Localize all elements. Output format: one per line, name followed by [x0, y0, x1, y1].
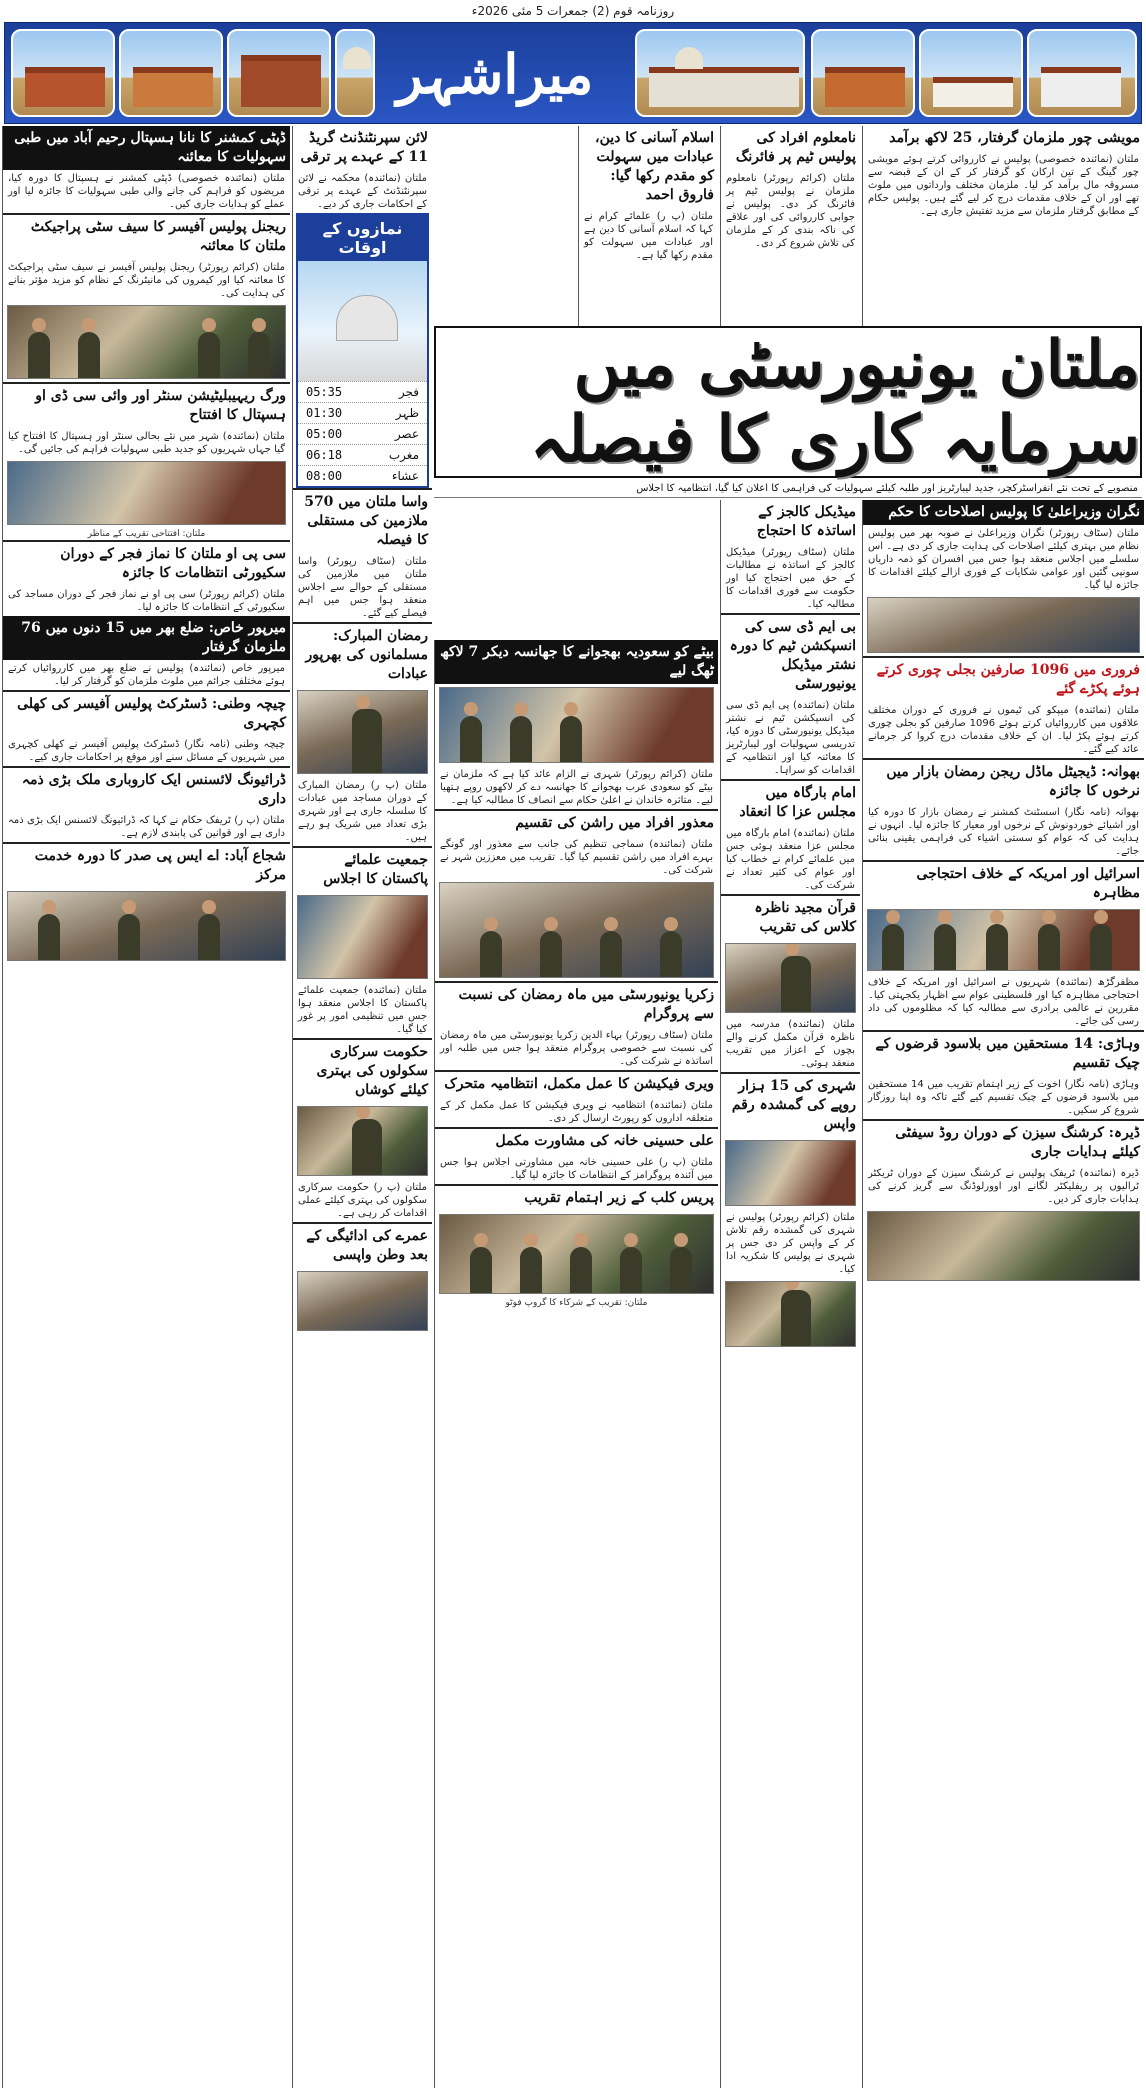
article-col3-3-body: ملتان (نمائندہ) سماجی تنظیم کی جانب سے معذور اور گونگے بہرے افراد میں راشن تقسیم کیا گیا۔ تقریب میں معززین شہر نے شرکت کی۔ [440, 839, 713, 876]
prayer-name: ظہر [395, 406, 419, 420]
masthead-photo-fort-2 [811, 29, 915, 117]
headline-col2-4: امام بارگاہ میں مجلس عزا کا انعقاد [721, 779, 860, 825]
article-col4-1-body: ملتان (نمائندہ) محکمہ نے لائن سپرنٹنڈنٹ کے عہدے پر ترقی کے احکامات جاری کر دیے۔ [298, 173, 427, 210]
article-col1-2-body: ملتان (سٹاف رپورٹر) نگران وزیراعلیٰ نے صوبہ بھر میں پولیس نظام میں بہتری کیلئے اصلاحات کی ہدایت جاری کر دی ہے۔ اس سلسلے میں اجلاس منعقد ہوا جس میں افسران کو ذمہ داریاں سونپی گئیں اور عوامی شکایات کے فوری ازالے کیلئے اقدامات کا جائزہ لیا گیا۔ [868, 528, 1139, 591]
article-col1-5-body: مظفرگڑھ (نمائندہ) شہریوں نے اسرائیل اور امریکہ کے خلاف احتجاجی مظاہرہ کیا اور فلسطینی عوام سے اظہار یکجہتی کیا۔ مقررین نے عالمی برادری سے مطالبہ کیا کہ مظلوموں کی داد رسی کی جائے۔ [868, 977, 1139, 1027]
photo-asp-visit [7, 891, 286, 961]
banner-headline: ملتان یونیورسٹی میں سرمایہ کاری کا فیصلہ [530, 327, 1140, 477]
prayer-mosque-image [298, 261, 427, 381]
headline-col5-8: شجاع آباد: اے ایس پی صدر کا دورہ خدمت مرکز [3, 842, 290, 888]
dateline: روزنامہ قوم (2) جمعرات 5 مئی 2026ء [471, 4, 675, 18]
prayer-row-maghrib [298, 444, 427, 465]
headline-col3-6: علی حسینی خانہ کی مشاورت مکمل [435, 1127, 718, 1154]
banner-strap: منصوبے کے تحت نئے انفراسٹرکچر، جدید لیبارٹریز اور طلبہ کیلئے سہولیات کی فراہمی کا اعلان کیا گیا، انتظامیہ کا اجلاس [434, 480, 1142, 498]
article-col2-6-body: ملتان (کرائم رپورٹر) پولیس نے شہری کی گمشدہ رقم تلاش کر کے واپس کر دی جس پر شہری نے پولیس کا شکریہ ادا کیا۔ [726, 1212, 855, 1275]
prayer-row-isha [298, 465, 427, 486]
prayer-time: 06:18 [306, 448, 343, 462]
headline-col3-7: پریس کلب کے زیر اہتمام تقریب [435, 1184, 718, 1211]
headline-col3-5: ویری فیکیشن کا عمل مکمل، انتظامیہ متحرک [435, 1070, 718, 1097]
masthead-title: میراشہر [396, 42, 594, 106]
article-col3-2-body: ملتان (کرائم رپورٹر) شہری نے الزام عائد کیا ہے کہ ملزمان نے بیٹے کو سعودی عرب بھجوانے کا جھانسہ دے کر لاکھوں روپے ہتھیا لیے۔ متاثرہ خاندان نے اعلیٰ حکام سے انصاف کا مطالبہ کیا ہے۔ [440, 769, 713, 806]
headline-col4-4: جمعیت علمائے پاکستان کا اجلاس [293, 846, 432, 892]
prayer-times-title: نمازوں کے اوقات [298, 215, 427, 261]
headline-col5-2: ریجنل پولیس آفیسر کا سیف سٹی پراجیکٹ ملتان کا معائنہ [3, 213, 290, 259]
article-col3-4-body: ملتان (سٹاف رپورٹر) بہاء الدین زکریا یونیورسٹی میں ماہ رمضان کی نسبت سے خصوصی پروگرام منعقد ہوا جس میں طلبہ اور اساتذہ نے شرکت کی۔ [440, 1030, 713, 1067]
article-col2-5-body: ملتان (نمائندہ) مدرسہ میں ناظرہ قرآن مکمل کرنے والے بچوں کے اعزاز میں تقریب منعقد ہوئی۔ [726, 1019, 855, 1069]
photo-caption-press-club: ملتان: تقریب کے شرکاء کا گروپ فوٹو [505, 1298, 648, 1308]
masthead-photo-shrine [635, 29, 805, 117]
article-col5-2-body: ملتان (کرائم رپورٹر) ریجنل پولیس آفیسر نے سیف سٹی پراجیکٹ کا معائنہ کیا اور کیمروں کی مانیٹرنگ کے نظام کو مزید مؤثر بنانے کی ہدایت کی۔ [8, 262, 285, 299]
article-col4-3-body: ملتان (پ ر) رمضان المبارک کے دوران مساجد میں عبادات کا سلسلہ جاری ہے اور شہری بڑی تعداد میں شریک ہو رہے ہیں۔ [298, 780, 427, 843]
column-5 [2, 126, 290, 2088]
prayer-time: 05:00 [306, 427, 343, 441]
article-col1-6-body: وہاڑی (نامہ نگار) اخوت کے زیر اہتمام تقریب میں 14 مستحقین میں بلاسود قرضوں کے چیک تقسیم کیے گئے تاکہ وہ اپنا روزگار شروع کر سکیں۔ [868, 1079, 1139, 1116]
masthead-photo-building [11, 29, 115, 117]
column-3 [434, 640, 718, 2088]
headline-col5-3: ورگ ریہیبلیٹیشن سنٹر اور وائی سی ڈی او ہسپتال کا افتتاح [3, 382, 290, 428]
headline-col4-6: عمرے کی ادائیگی کے بعد وطن واپسی [293, 1222, 432, 1268]
headline-col4-3: رمضان المبارک: مسلمانوں کی بھرپور عبادات [293, 622, 432, 687]
masthead-photo-gate [1027, 29, 1137, 117]
headline-col2-6: شہری کی 15 ہزار روپے کی گمشدہ رقم واپس [721, 1072, 860, 1137]
photo-police-help [725, 1140, 856, 1206]
photo-portrait-scholar [725, 1281, 856, 1347]
article-col5-5-body: میرپور خاص (نمائندہ) پولیس نے ضلع بھر میں کارروائیاں کرتے ہوئے مختلف جرائم میں ملوث ملزمان کو گرفتار کر لیا۔ [8, 663, 285, 687]
photo-meeting [297, 895, 428, 979]
column-1 [862, 500, 1144, 2088]
headline-col1-5: اسرائیل اور امریکہ کے خلاف احتجاجی مظاہرہ [863, 860, 1144, 906]
headline-col5-5: میرپور خاص: ضلع بھر میں 15 دنوں میں 76 ملزمان گرفتار [3, 616, 290, 660]
masthead [4, 22, 1142, 124]
photo-ration-distribution [439, 882, 714, 978]
headline-col1-2: نگران وزیراعلیٰ کا پولیس اصلاحات کا حکم [863, 500, 1144, 525]
headline-col1-4: بھوانہ: ڈیجیٹل ماڈل ریجن رمضان بازار میں نرخوں کا جائزہ [863, 758, 1144, 804]
headline-col1-6: وہاڑی: 14 مستحقین میں بلاسود قرضوں کے چیک تقسیم [863, 1030, 1144, 1076]
photo-officials-row [867, 597, 1140, 653]
prayer-time: 01:30 [306, 406, 343, 420]
article-col2-2-body: ملتان (سٹاف رپورٹر) میڈیکل کالجز کے اساتذہ نے مطالبات کے حق میں احتجاج کیا اور حکومت سے فوری اقدامات کا مطالبہ کیا۔ [726, 547, 855, 610]
photo-portrait-cleric [297, 690, 428, 774]
column-2-top [720, 126, 860, 326]
masthead-photo-tower [227, 29, 331, 117]
headline-col1-1: مویشی چور ملزمان گرفتار، 25 لاکھ برآمد [889, 130, 1140, 146]
masthead-photo-palace [919, 29, 1023, 117]
photo-caption-inauguration: ملتان: افتتاحی تقریب کے مناظر [87, 529, 206, 539]
headline-col1-3: فروری میں 1096 صارفین بجلی چوری کرتے ہوئے پکڑے گئے [863, 656, 1144, 702]
headline-col3-3: معذور افراد میں راشن کی تقسیم [435, 809, 718, 836]
prayer-name: عصر [394, 427, 419, 441]
article-col1-4-body: بھوانہ (نامہ نگار) اسسٹنٹ کمشنر نے رمضان بازار کا دورہ کیا اور اشیائے خوردونوش کے نرخوں اور معیار کا جائزہ لیا۔ انہوں نے ہدایت کی کہ عوام کو سستی اشیاء کی فراہمی یقینی بنائی جائے۔ [868, 807, 1139, 857]
article-col5-1-body: ملتان (نمائندہ خصوصی) ڈپٹی کمشنر نے ہسپتال کا دورہ کیا، مریضوں کو فراہم کی جانے والی طبی سہولیات کا جائزہ لیا اور عملے کو ہدایات جاری کیں۔ [8, 173, 285, 210]
headline-col3-4: زکریا یونیورسٹی میں ماہ رمضان کی نسبت سے پروگرام [435, 981, 718, 1027]
prayer-name: عشاء [391, 469, 419, 483]
headline-col2-2: میڈیکل کالجز کے اساتذہ کا احتجاج [756, 504, 856, 539]
headline-col3-1: اسلام آسانی کا دین، عبادات میں سہولت کو مقدم رکھا گیا: فاروق احمد [595, 130, 714, 203]
photo-portrait-official [297, 1106, 428, 1176]
headline-col2-1: نامعلوم افراد کی پولیس ٹیم پر فائرنگ [735, 130, 856, 165]
article-col5-3-body: ملتان (نمائندہ) شہر میں نئے بحالی سنٹر اور ہسپتال کا افتتاح کیا گیا جہاں شہریوں کو جدید طبی سہولیات فراہم کی جائیں گی۔ [8, 431, 285, 455]
photo-umrah-return [297, 1271, 428, 1331]
photo-traffic-awareness [867, 1211, 1140, 1281]
front-banner [434, 326, 1142, 478]
headline-col5-7: ڈرائیونگ لائسنس ایک کاروباری ملک بڑی ذمہ داری [3, 766, 290, 812]
prayer-name: فجر [398, 385, 419, 399]
article-col2-4-body: ملتان (نمائندہ) امام بارگاہ میں مجلس عزا منعقد ہوئی جس میں علمائے کرام نے خطاب کیا اور عوام کی کثیر تعداد نے شرکت کی۔ [726, 828, 855, 891]
prayer-row-fajr [298, 381, 427, 402]
article-col3-5-body: ملتان (نمائندہ) انتظامیہ نے ویری فیکیشن کا عمل مکمل کر کے متعلقہ اداروں کو رپورٹ ارسال کر دی۔ [440, 1100, 713, 1124]
article-col4-4-body: ملتان (نمائندہ) جمعیت علمائے پاکستان کا اجلاس منعقد ہوا جس میں تنظیمی امور پر غور کیا گیا۔ [298, 985, 427, 1035]
photo-rpo-visit [7, 305, 286, 379]
article-col2-3-body: ملتان (نمائندہ) پی ایم ڈی سی کی انسپکشن ٹیم نے نشتر میڈیکل یونیورسٹی کا دورہ کیا، تدریسی سہولیات اور لیبارٹریز کا معائنہ کیا اور انتظامیہ کے اقدامات کو سراہا۔ [726, 700, 855, 776]
article-col5-7-body: ملتان (پ ر) ٹریفک حکام نے کہا کہ ڈرائیونگ لائسنس ایک بڑی ذمہ داری ہے اور قوانین کی پابندی لازم ہے۔ [8, 815, 285, 839]
article-col4-2-body: ملتان (سٹاف رپورٹر) واسا ملتان میں ملازمین کی مستقلی کے حوالے سے اجلاس منعقد ہوا جس میں اہم فیصلے کیے گئے۔ [298, 556, 427, 619]
prayer-row-asr [298, 423, 427, 444]
photo-protest-portraits [867, 909, 1140, 971]
headline-col5-6: چیچہ وطنی: ڈسٹرکٹ پولیس آفیسر کی کھلی کچہری [3, 690, 290, 736]
article-col3-6-body: ملتان (پ ر) علی حسینی خانہ میں مشاورتی اجلاس ہوا جس میں آئندہ پروگرامز کے انتظامات کا جائزہ لیا گیا۔ [440, 1157, 713, 1181]
article-col1-7-body: ڈیرہ (نمائندہ) ٹریفک پولیس نے کرشنگ سیزن کے دوران ٹریکٹر ٹرالیوں پر ریفلیکٹر لگانے اور اوورلوڈنگ سے گریز کرنے کی ہدایات جاری کر دیں۔ [868, 1168, 1139, 1205]
article-col5-6-body: چیچہ وطنی (نامہ نگار) ڈسٹرکٹ پولیس آفیسر نے کھلی کچہری میں شہریوں کے مسائل سنے اور موقع پر احکامات جاری کیے۔ [8, 739, 285, 763]
headline-col5-1: ڈپٹی کمشنر کا نانا ہسپتال رحیم آباد میں طبی سہولیات کا معائنہ [3, 126, 290, 170]
article-col1-1-body: ملتان (نمائندہ خصوصی) پولیس نے کارروائی کرتے ہوئے مویشی چور گینگ کے تین ارکان کو گرفتار کر کے ان کے قبضہ سے مسروقہ مال برآمد کر لیا۔ ملزمان مختلف وارداتوں میں ملوث تھے اور ان کے خلاف مقدمات درج کر لیے گئے ہیں۔ پولیس حکام کے مطابق گرفتار ملزمان سے مزید تفتیش جاری ہے۔ [868, 154, 1139, 217]
photo-press-club [439, 1214, 714, 1294]
headline-col2-5: قرآن مجید ناظرہ کلاس کی تقریب [721, 894, 860, 940]
article-col3-1-body: ملتان (پ ر) علمائے کرام نے کہا کہ اسلام آسانی کا دین ہے اور عبادات میں سہولت کو مقدم رکھا گیا ہے۔ [584, 211, 713, 261]
headline-col1-7: ڈیرہ: کرشنگ سیزن کے دوران روڈ سیفٹی کیلئے ہدایات جاری [863, 1119, 1144, 1165]
headline-col4-1: لائن سپرنٹنڈنٹ گریڈ 11 کے عہدے پر ترقی [300, 130, 428, 165]
column-4 [292, 126, 432, 2088]
article-col1-3-body: ملتان (نمائندہ) میپکو کی ٹیموں نے فروری کے دوران مختلف علاقوں میں کارروائیاں کرتے ہوئے 1096 صارفین کو بجلی چوری کرتے ہوئے پکڑ لیا۔ ان کے خلاف مقدمات درج کروا کر جرمانے عائد کیے گئے۔ [868, 705, 1139, 755]
photo-inauguration [7, 461, 286, 525]
headline-col4-2: واسا ملتان میں 570 ملازمین کی مستقلی کا فیصلہ [293, 488, 432, 553]
headline-col5-4: سی پی او ملتان کا نماز فجر کے دوران سکیورٹی انتظامات کا جائزہ [3, 540, 290, 586]
photo-fraud-victims [439, 687, 714, 763]
article-col4-5-body: ملتان (پ ر) حکومت سرکاری سکولوں کی بہتری کیلئے عملی اقدامات کر رہی ہے۔ [298, 1182, 427, 1219]
article-col2-1-body: ملتان (کرائم رپورٹر) نامعلوم ملزمان نے پولیس ٹیم پر فائرنگ کر دی۔ پولیس نے جوابی کارروائی کی اور علاقے کی ناکہ بندی کر کے ملزمان کی تلاش شروع کر دی۔ [726, 173, 855, 249]
prayer-time: 05:35 [306, 385, 343, 399]
headline-col3-2: بیٹے کو سعودیہ بھجوانے کا جھانسہ دیکر 7 لاکھ ٹھگ لیے [435, 640, 718, 684]
column-2 [720, 500, 860, 2088]
article-col5-4-body: ملتان (کرائم رپورٹر) سی پی او نے نماز فجر کے دوران مساجد کی سکیورٹی کے انتظامات کا جائزہ لیا۔ [8, 589, 285, 613]
prayer-times-box [296, 213, 429, 488]
prayer-name: مغرب [388, 448, 419, 462]
masthead-photo-fort [119, 29, 223, 117]
headline-col4-5: حکومت سرکاری سکولوں کی بہتری کیلئے کوشاں [293, 1038, 432, 1103]
column-1-top [862, 126, 1144, 326]
prayer-time: 08:00 [306, 469, 343, 483]
headline-col2-3: بی ایم ڈی سی کی انسپکشن ٹیم کا دورہ نشتر میڈیکل یونیورسٹی [721, 613, 860, 697]
column-3-top [578, 126, 718, 326]
prayer-row-zuhr [298, 402, 427, 423]
photo-quran-class [725, 943, 856, 1013]
